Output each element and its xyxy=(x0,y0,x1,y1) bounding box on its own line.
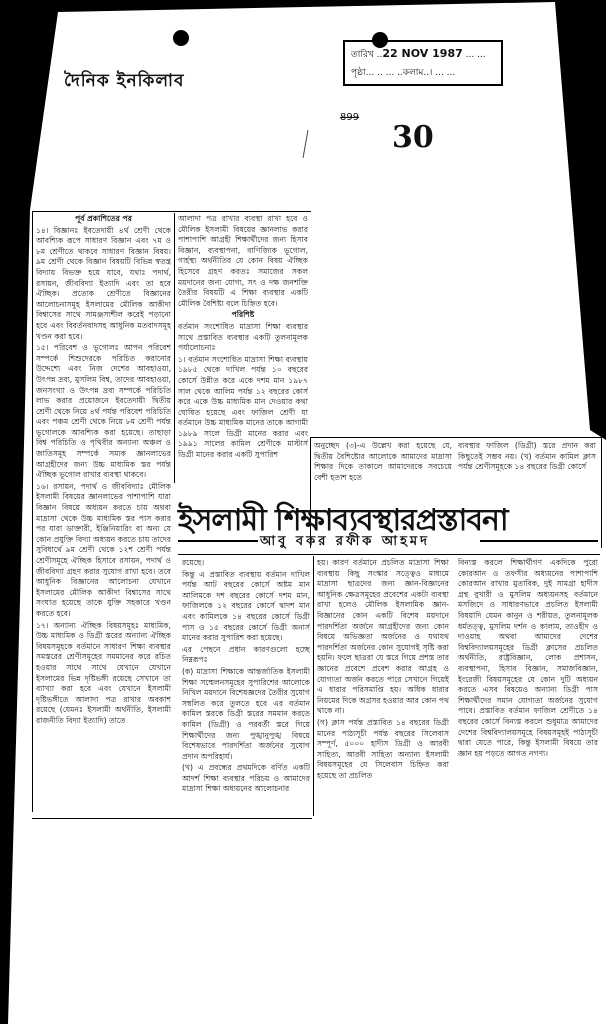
byline-rule xyxy=(178,540,258,542)
headline-bottom-rule xyxy=(178,554,600,555)
article-upper-right-b xyxy=(458,441,596,485)
paragraph: বিন্যস্ত করলে শিক্ষার্থীগণ একদিকে পুরো কোরআন ও তফসীর অধ্যয়নের পাশাপাশি কোরআন রাখার মুতাবিক, দুই সামগ্রা হাদীস গ্রন্থ বুখারী ও মুসলিম অধ্যয়নসহ বর্তমানে মসজিদে ও সাধারণভাবে প্রচলিত ইসলামী বিষয়াদি যেমন কানুন ও শরীয়ত, তুলনামূলক ধর্মতত্ত্ব, মুসলিম দর্শন ও কালাম, তাওহীদ ও দাওয়াহ অথবা আমাদের দেশের বিশ্ববিদ্যালয়সমূহের ডিগ্রী ক্লাসের প্রচলিত অর্থনীতি, রাষ্ট্রবিজ্ঞান, লোক প্রশাসন, ব্যবস্থাপনা, হিসাব বিজ্ঞান, সমাজবিজ্ঞান, ইংরেজী বিষয়সমূহের যে কোন দুটি অধ্যয়ন করতে এসব বিষয়েও অন্যান্য ডিগ্রী পাস শিক্ষার্থীদের সমান যোগ্যতা অর্জনের সুযোগ পাবে। প্রস্তাবিত বর্তমান ফাজিল শ্রেণীতে ১৪ বছরের কোর্সে বিন্যস্ত করলে শুধুমাত্র আমাদের দেশের বিশ্ববিদ্যালয়সমূহে বিষয়সমূহই পাঠ্যসূচী দ্বারা যেতে পারে, কিন্তু ইসলামী বিষয়ে তার জ্ঞান হয় পড়তে আগত নগণ্য। xyxy=(458,558,598,758)
article-byline: আবু বকর রফীক আহমদ xyxy=(260,534,430,549)
stamp-date: 22 NOV 1987 xyxy=(382,47,463,60)
paragraph: (ক) মাদ্রাসা শিক্ষাকে আন্তর্জাতিক ইসলামী শিক্ষা সম্মেলনসমূহের সুপারিশের আলোকে নিখিল ময়দানে বিশেষজ্ঞদের তৈরীর সুযোগ সম্বলিত করে তুলতে হবে এর বর্তমান কামিল স্তরকে ডিগ্রী স্তরের সমমান করতে কামিল (ডিগ্রী) ও পরবর্তী স্তরে গিয়ে শিক্ষার্থীদের জন্য পুঙ্খানুপুঙ্খ বিষয়ে বিশেষভাবে পারদর্শিতা অর্জনের সুযোগ প্রদান অপরিহার্য। xyxy=(182,666,310,761)
continued-note: পূর্ব প্রকাশিতের পর xyxy=(75,214,132,223)
paragraph: অনুচ্ছেদ (৩)-এ উল্লেখ করা হয়েছে যে, দ্বিতীয় বৈশিষ্ট্যের আলোকে আমাদের মাদ্রাসা শিক্ষার দিকে তাকালে আমাদেরকে সবচেয়ে বেশী হতাশ হতে xyxy=(314,441,452,482)
paragraph: রয়েছে। xyxy=(182,558,205,567)
paragraph: ব্যবস্থার ফাজিল (ডিগ্রী) স্তরে প্রদান করা কিছুতেই সম্ভব নয়। (খ) বর্তমান কামিল ক্লাস পর্যন্ত শ্রেণীসমূহকে ১৪ বছরের ডিগ্রী কোর্সে xyxy=(458,441,596,472)
punch-hole xyxy=(173,30,189,46)
byline-rule xyxy=(480,540,598,542)
paragraph: আলাদা পত্র রাখার ব্যবস্থা রাখা হবে ও মৌলিক ইসলামী বিষয়ের জ্ঞানলাভ করার পাশাপাশি আগ্রহী শিক্ষার্থীদের জন্য হিসাব বিজ্ঞান, ব্যবস্থাপনা, বাণিজ্যিক ভূগোল, গার্হস্থ্য অর্থনীতির যে কোন বিষয় ঐচ্ছিক হিসেবে গ্রহণ করতঃ সমাজের সকল ময়দানের জন্য যোগ্য, সৎ ও দক্ষ জনশক্তি তৈরীর বিষয়টি এ শিক্ষা ব্যবস্থার একটি মৌলিক বৈশিষ্ট্য বলে চিহ্নিত হবে। xyxy=(178,214,308,308)
article-column-4 xyxy=(317,558,449,816)
date-stamp: তারিখ ..22 NOV 1987 ... ... পৃষ্ঠা... .. ... ..কলাম..। ... ... xyxy=(343,40,503,86)
paragraph: হয়। কারণ বর্তমানে প্রচলিত মাদ্রাসা শিক্ষা ব্যবস্থায় কিছু সংস্কার সত্ত্বেও মাধ্যমে মাদ্রাসা ছাত্রদের জন্য জ্ঞান-বিজ্ঞানের আধুনিক ক্ষেত্রসমূহের প্রবেশের একটা ব্যবস্থা রাখা হলেও মৌলিক ইসলামিক জ্ঞান-বিজ্ঞানের কোন একটি বিশেষ ময়দানে পারদর্শিতা অর্জনে আগ্রহীদের জন্য কোন বিষয়ে অভিজ্ঞতা অর্জনের ও যথাযথ পারদর্শিতা অর্জনের কোন সুযোগই সৃষ্টি করা হয়নি। ফলে ছাত্ররা যে স্তরে গিয়ে প্রশস্ত তার জ্ঞানের প্রবেশে প্রবেশ করার আগ্রহ ও যোগ্যতা অর্জন করতে পারে সেখানে গিয়েই এ ধারার পরিসমাপ্তি হয়। অধিক ধারার নিয়মের দিকে অগ্রসর হওয়ার আর কোন পথ থাকে না। xyxy=(317,558,449,716)
newspaper-masthead: দৈনিক ইনকিলাব xyxy=(64,71,185,91)
paragraph: কিন্তু এ প্রস্তাবিত ব্যবস্থায় বর্তমান দাখিল পর্যন্ত আট বছরের কোর্সে অষ্টম মান আলিমকে দশ বছরের কোর্সে দশম মান, ফাজিলকে ১২ বছরের কোর্সে দ্বাদশ মান এবং কামিলকে ১৪ বছরের কোর্সে ডিগ্রী পাস ও ১৫ বছরের কোর্সে ডিগ্রী অনার্স মানের করার সুপারিশ করা হয়েছে। xyxy=(182,569,310,643)
paragraph: ১৬। রসায়ন, পদার্থ ও জীববিদ্যাঃ মৌলিক ইসলামী বিষয়ের জ্ঞানলাভের পাশাপাশি যারা বিজ্ঞান বিষয়ে অধ্যয়ন করতে চায় অথবা মাদ্রাসা থেকে উচ্চ মাধ্যমিক স্তর পাস করার পর যারা ডাক্তারী, ইঞ্জিনিয়ারিং বা অন্য যে কোন প্রযুক্তি বিদ্যা অধ্যয়ন করতে চায় তাদের সুবিধার্থে ৯ম শ্রেণী থেকে ১২শ শ্রেণী পর্যন্ত শ্রেণীসমূহে ঐচ্ছিক হিসাবে রসায়ন, পদার্থ ও জীববিদ্যা গ্রহণ করার সুযোগ রাখা হবে। তবে আধুনিক বিজ্ঞানের আলোচনা যেখানে ইসলামের মৌলিক আকীদা বিশ্বাসের সাথে সংঘাত হয়েছে তাকে যুক্তি সহকারে খণ্ডন করতে হবে। xyxy=(36,481,171,618)
paragraph: (গ) ক্লাস পর্যন্ত প্রস্তাবিত ১৪ বছরের ডিগ্রী মানের পাঠ্যসূচী পর্যন্ত বছরের সিলেবাস সম্পূর্ণ, ৫০০০ হাদীস ডিগ্রী ও আরবী সাহিত্য, আরবী সাহিত্য অন্যান্য ইসলামী বিষয়সমূহের যে সিলেবাস চিহ্নিত করা হয়েছে তা প্রচলিত xyxy=(317,717,449,780)
column-divider xyxy=(174,213,175,483)
article-column-5 xyxy=(458,558,598,816)
handwritten-struck-number: 899 xyxy=(340,112,360,123)
stamp-date-label: তারিখ xyxy=(351,50,374,60)
paragraph: বর্তমান সংশোধিত মাদ্রাসা শিক্ষা ব্যবস্থার সাথে প্রস্তাবিত ব্যবস্থার একটি তুলনামূলক পর্যালোচনাঃ xyxy=(178,321,308,353)
article-column-1 xyxy=(36,214,171,824)
section-heading: পরিশিষ্ট xyxy=(231,310,255,320)
paragraph: ১৫। পরিবেশ ও ভূগোলঃ আপন পরিবেশ সম্পর্কে শিশুদেরকে পরিচিত করানোর উদ্দেশ্যে এবং নিজ দেশের আবহাওয়া, উৎপন্ন দ্রব্য, মুসলিম বিশ্ব, তাদের আবহাওয়া, জনসংখ্যা ও উৎপন্ন দ্রব্য সম্পর্কে পরিচিতি লাভ করার প্রয়োজনে ইবতেদায়ী দ্বিতীয় শ্রেণী থেকে নিয়ে ৪র্থ পর্যন্ত পরিবেশ পরিচিতি এবং পঞ্চম শ্রেণী থেকে নিয়ে ৮ম শ্রেণী পর্যন্ত ভূগোলকে আবশ্যিক করা হয়েছে। তাছাড়া বিশ্ব পরিচিতি ও পৃথিবীর অন্যান্য অঞ্চল ও জাতিসমূহ সম্পর্কে সম্যক জ্ঞানলাভের আগ্রহীদের জন্য উচ্চ মাধ্যমিক স্তর পর্যন্ত ঐচ্ছিক ভূগোল রাখার ব্যবস্থা থাকবে। xyxy=(36,343,171,480)
article-headline: ইসলামী শিক্ষাব্যবস্থারপ্রস্তাবনা xyxy=(178,503,508,538)
article-column-2 xyxy=(178,214,308,482)
column-divider xyxy=(313,556,314,816)
paragraph: ১৭। অন্যান্য ঐচ্ছিক বিষয়সমূহঃ মাধ্যমিক, উচ্চ মাধ্যমিক ও ডিগ্রী স্তরের অন্যান্য ঐচ্ছিক বিষয়সমূহকে বর্তমানে সাধারণ শিক্ষা ব্যবস্থার সমস্তরের শ্রেণীসমূহের সমমানের করে রচিত হওয়ার সাথে সাথে যেখানে যেখানে ইসলামের ভিন্ন দৃষ্টিভঙ্গী রয়েছে সেখানে তা ব্যাখ্যা করা হবে এবং যেখানে ইসলামী দৃষ্টিভঙ্গীতে আলাদা পত্র রাখার অবকাশ রয়েছে (যেমনঃ ইসলামী অর্থনীতি, ইসলামী রাজনীতি বিদ্যা ইত্যাদি) তাতে xyxy=(36,620,171,725)
stamp-column-label: কলাম xyxy=(402,68,424,78)
paragraph: ১৪। বিজ্ঞানঃ ইবতেদায়ী ৪র্থ শ্রেণী থেকে আবশ্যিক রূপে সাধারণ বিজ্ঞান এবং ৭ম ও ৮ম শ্রেণীতে থাকবে সাধারণ বিজ্ঞান বিষয়। ৯ম শ্রেণী থেকে বিজ্ঞান বিষয়টি বিভিন্ন স্বতন্ত্র বিদ্যায় বিভক্ত হয়ে যাবে, যথাঃ পদার্থ, রসায়ন, জীববিদ্যা ইত্যাদি এবং তা হবে ঐচ্ছিক। প্রত্যেক শ্রেণীতে বিজ্ঞানের আলোচনাসমূহ ইসলামের মৌলিক আকীদা বিশ্বাসের সাথে সামঞ্জস্যশীল করেই পড়ানো হবে এবং বিবর্তনবাদসহ আধুনিক মতবাদসমূহ খণ্ডন করা হবে। xyxy=(36,225,171,341)
paragraph: ১। বর্তমান সংশোধিত মাদ্রাসা শিক্ষা ব্যবস্থায় ১৯৮৫ থেকে দাখিল পর্যন্ত ১০ বছরের কোর্সে উন্নীত করে একে দশম মান ১৯৮৭ সাল থেকে আলিম পর্যন্ত ১২ বছরের কোর্স করে একে উচ্চ মাধ্যমিক মান দেওয়ার কথা ঘোষিত হয়েছে এবং ফাজিল শ্রেণী যা বর্তমানে উচ্চ মাধ্যমিক মানের তাকে আগামী ১৯৮৯ সালে ডিগ্রী মানের করার এবং ১৯৯১ সালের কামিল শ্রেণীকে মাস্টার্স ডিগ্রী মানের করার একটি সুপারিশ xyxy=(178,354,308,460)
stamp-page-label: পৃষ্ঠা xyxy=(351,68,366,78)
article-upper-right-a xyxy=(314,441,452,485)
handwritten-number: 30 xyxy=(392,120,434,155)
article-bottom-rule xyxy=(32,818,312,819)
article-column-3 xyxy=(182,558,310,816)
paragraph: এর পেছনে প্রধান কারণগুলো হচ্ছে নিম্নরূপঃ xyxy=(182,644,310,665)
paragraph: (খ) এ প্রবন্ধের প্রথমদিকে বর্ণিত একটি আদর্শ শিক্ষা ব্যবস্থার পরিচয় ও আমাদের মাদ্রাসা শিক্ষা অধ্যয়নের আলোচনার xyxy=(182,763,310,794)
